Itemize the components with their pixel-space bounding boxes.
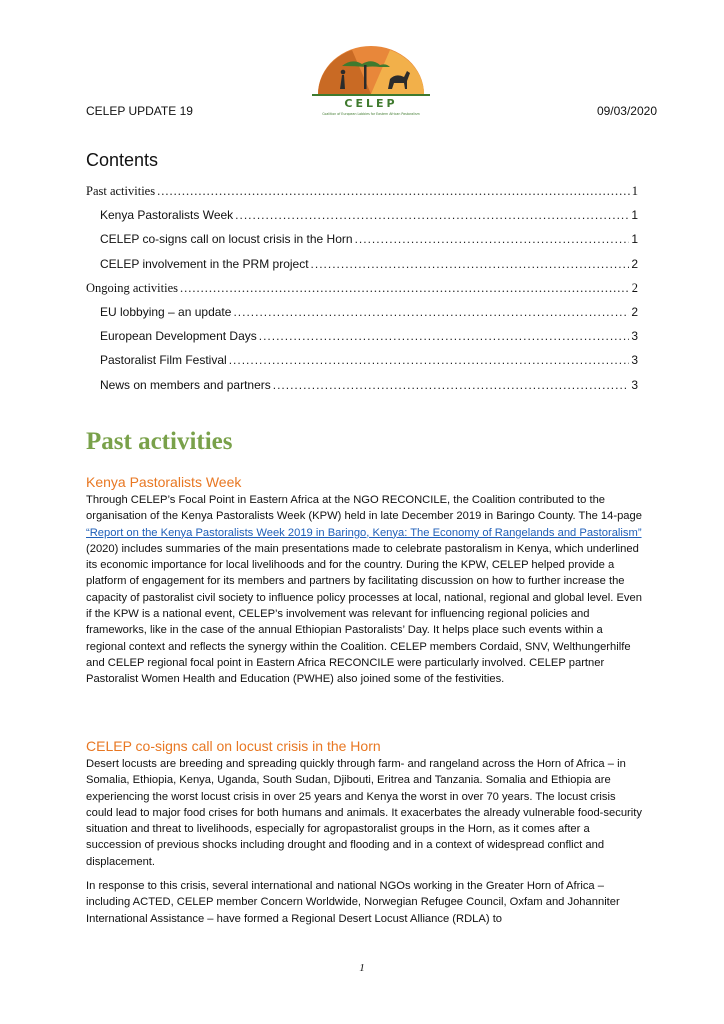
toc-entry-page: 1 xyxy=(631,184,638,198)
toc-entry-label: News on members and partners xyxy=(100,377,271,392)
toc-leader xyxy=(259,329,630,343)
toc-entry-european-development-days[interactable] xyxy=(86,329,638,353)
toc-entry-label: Ongoing activities xyxy=(86,280,178,295)
page-number: 1 xyxy=(359,962,365,974)
section-locust-crisis xyxy=(86,738,642,935)
toc-entry-page: 1 xyxy=(631,208,638,223)
toc-entry-page: 2 xyxy=(631,256,638,271)
toc-entry-page: 3 xyxy=(631,377,638,392)
toc-entry-label: Pastoralist Film Festival xyxy=(100,353,227,368)
toc-entry-label: CELEP co-signs call on locust crisis in the Horn xyxy=(100,232,353,247)
logo-wordmark: CELEP xyxy=(344,97,398,110)
section-kenya-pastoralists-week xyxy=(86,474,642,696)
toc-leader xyxy=(180,281,630,296)
toc-entry-page: 2 xyxy=(631,280,638,295)
toc-entry-page: 3 xyxy=(631,329,638,344)
paragraph-kpw xyxy=(86,492,642,688)
subheading-locust-crisis: CELEP co-signs call on locust crisis in the Horn xyxy=(86,738,381,754)
logo-subtitle: Coalition of European Lobbies for Eastern African Pastoralism xyxy=(322,112,420,116)
toc-leader xyxy=(273,378,630,392)
toc-leader xyxy=(311,257,630,271)
toc-entry-label: Past activities xyxy=(86,184,156,198)
paragraph-locust-2: In response to this crisis, several international and national NGOs working in the Greater Horn of Africa – including ACTED, CELEP member Concern Worldwide, Norwegian Refugee Council, Oxfam and Johanniter International Assistance – have formed a Regional Desert Locust Alliance (RDLA) to xyxy=(86,880,620,925)
toc-entry-label: CELEP involvement in the PRM project xyxy=(100,256,309,271)
toc-leader xyxy=(235,208,629,222)
update-label: CELEP UPDATE 19 xyxy=(86,104,193,118)
toc-entry-past-activities[interactable] xyxy=(86,184,638,208)
paragraph-text: Through CELEP’s Focal Point in Eastern Africa at the NGO RECONCILE, the Coalition contributed to the organisation of the Kenya Pastoralists Week (KPW) held in late December 2019 in Baringo County. The 14-page xyxy=(86,494,642,523)
table-of-contents xyxy=(86,184,638,402)
toc-entry-ongoing-activities[interactable] xyxy=(86,281,638,305)
toc-entry-label: EU lobbying – an update xyxy=(100,304,232,319)
toc-entry-page: 3 xyxy=(631,353,638,368)
toc-entry-eu-lobbying[interactable] xyxy=(86,305,638,329)
section-heading-past-activities: Past activities xyxy=(86,428,233,455)
update-date: 09/03/2020 xyxy=(596,104,657,118)
toc-entry-label: Kenya Pastoralists Week xyxy=(100,208,234,223)
celep-logo xyxy=(312,42,430,118)
toc-leader xyxy=(355,232,630,246)
toc-entry-label: European Development Days xyxy=(100,329,257,344)
paragraph-locust-1: Desert locusts are breeding and spreading quickly through farm- and rangeland across the Horn of Africa – in Somalia, Ethiopia, Kenya, Uganda, South Sudan, Djibouti, Eritrea and Tanzania. Somalia and Ethiopia are experiencing the worst locust crisis in over 25 years and Kenya the worst in over 70 years. The locust crisis could lead to major food crises for both humans and animals. It exacerbates the already vulnerable food-security situation and threat to livelihoods, especially for agropastoralist groups in the Horn, as it comes after a succession of previous shocks including drought and flooding and in a context of widespread conflict and displacement. xyxy=(86,758,642,868)
toc-entry-page: 2 xyxy=(631,304,638,319)
toc-entry-kenya-pastoralists-week[interactable] xyxy=(86,208,638,232)
toc-entry-news[interactable] xyxy=(86,378,638,402)
toc-leader xyxy=(157,184,630,199)
subheading-kenya-pastoralists-week: Kenya Pastoralists Week xyxy=(86,474,242,490)
toc-entry-prm-project[interactable] xyxy=(86,257,638,281)
toc-leader xyxy=(233,305,629,319)
paragraph-text: (2020) includes summaries of the main presentations made to celebrate pastoralism in Kenya, which underlined its economic importance for local livelihoods and for the country. During the KPW, CELEP helped provide a platform of engagement for its members and partners by facilitating discussion on how to further increase the capacity of pastoralist civil society to influence policy processes at local, national, regional and global level. Even if the KPW is a national event, CELEP’s involvement was relevant for influencing regional policies and frameworks, like in the case of the annual Ethiopian Pastoralists’ Day. It helps place such events within a regional context and reflects the synergy within the Coalition. CELEP members Cordaid, SNV, Welthungerhilfe and CELEP regional focal point in Eastern Africa RECONCILE were particularly involved. CELEP partner Pastoralist Women Health and Education (PWHE) also joined some of the festivities. xyxy=(86,542,642,686)
toc-entry-locust-crisis[interactable] xyxy=(86,232,638,256)
toc-entry-page: 1 xyxy=(631,232,638,247)
toc-entry-film-festival[interactable] xyxy=(86,353,638,377)
toc-title: Contents xyxy=(86,150,159,170)
report-link[interactable]: “Report on the Kenya Pastoralists Week 2019 in Baringo, Kenya: The Economy of Rangelands and Pastoralism” xyxy=(86,526,642,539)
toc-leader xyxy=(229,353,630,367)
